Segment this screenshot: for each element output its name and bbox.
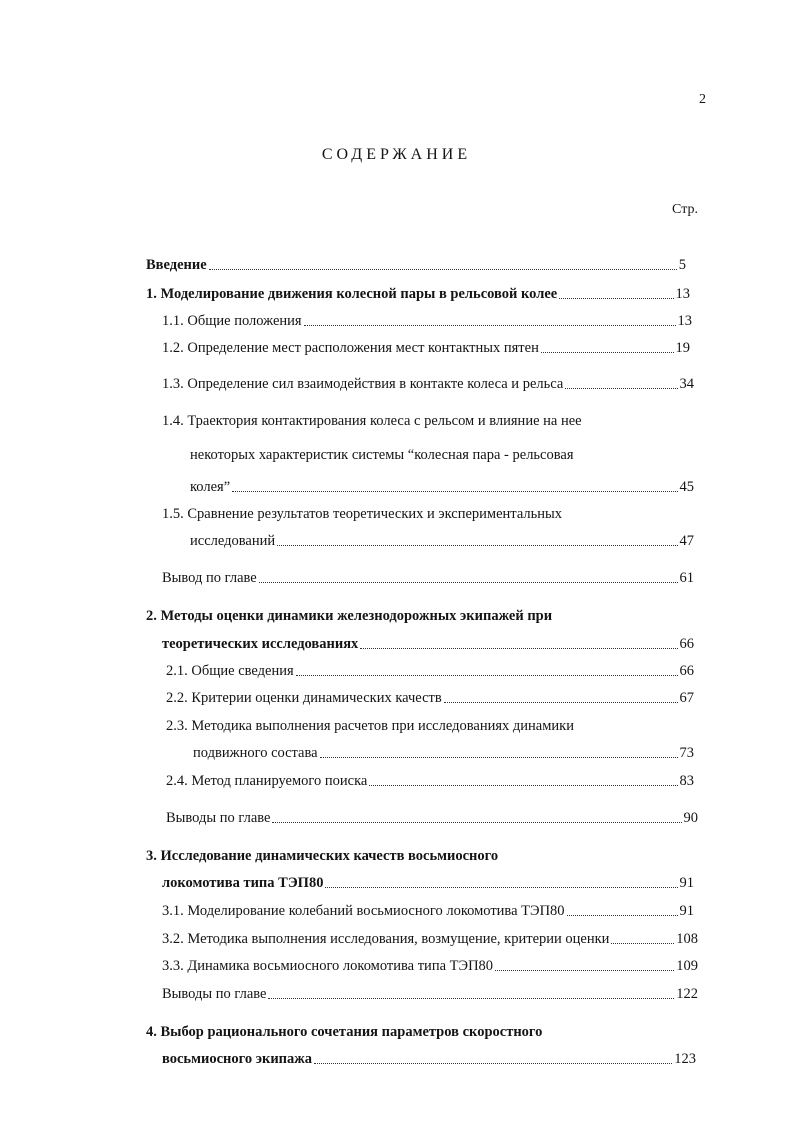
toc-entry-page: 67	[679, 690, 694, 706]
toc-entry-chapter-2-line-2	[162, 634, 694, 654]
toc-entry-page: 19	[675, 340, 690, 356]
toc-entry-text: Введение	[146, 257, 207, 273]
toc-entry-2-3-line-2	[193, 743, 694, 763]
toc-entry-chapter-1-conclusion	[162, 568, 694, 588]
toc-entry-text: Выводы по главе	[166, 810, 271, 826]
toc-entry-page: 34	[679, 376, 694, 392]
toc-entry-text: исследований	[190, 533, 276, 549]
toc-entry-3-2	[162, 929, 698, 949]
toc-entry-chapter-1	[146, 284, 690, 304]
toc-entry-2-3-line-1: 2.3. Методика выполнения расчетов при исследованиях динамики	[166, 718, 574, 734]
toc-entry-chapter-3-conclusion	[162, 984, 698, 1004]
toc-entry-chapter-4-line-1: 4. Выбор рационального сочетания параметров скоростного	[146, 1024, 543, 1040]
toc-entry-page: 108	[676, 931, 698, 947]
toc-entry-text: подвижного состава	[193, 745, 318, 761]
toc-entry-page: 5	[678, 257, 686, 273]
toc-entry-chapter-3-line-2	[162, 873, 694, 893]
toc-entry-page: 73	[679, 745, 694, 761]
toc-entry-text: 2.2. Критерии оценки динамических качеств	[166, 690, 442, 706]
toc-entry-2-2	[166, 688, 694, 708]
toc-entry-2-1	[166, 661, 694, 681]
toc-entry-chapter-3-line-1: 3. Исследование динамических качеств восьмиосного	[146, 848, 499, 864]
toc-entry-1-2	[162, 338, 690, 358]
toc-entry-2-4	[166, 771, 694, 791]
toc-entry-3-1	[162, 901, 694, 921]
toc-entry-text: 3.2. Методика выполнения исследования, возмущение, критерии оценки	[162, 931, 610, 947]
page-title: СОДЕРЖАНИЕ	[321, 146, 472, 163]
toc-entry-page: 47	[679, 533, 694, 549]
toc-entry-page: 91	[679, 903, 694, 919]
toc-entry-page: 45	[679, 479, 694, 495]
toc-entry-1-5-line-2	[190, 531, 694, 551]
toc-entry-text: 3.3. Динамика восьмиосного локомотива типа ТЭП80	[162, 958, 494, 974]
toc-entry-text: 1. Моделирование движения колесной пары в рельсовой колее	[146, 286, 558, 302]
toc-entry-page: 83	[679, 773, 694, 789]
toc-entry-text: 2.1. Общие сведения	[166, 663, 294, 679]
page-number: 2	[699, 92, 706, 107]
toc-entry-1-4-line-2: некоторых характеристик системы “колесная пара - рельсовая	[190, 447, 574, 463]
page-column-header: Стр.	[672, 202, 698, 217]
toc-entry-1-5-line-1: 1.5. Сравнение результатов теоретических и экспериментальных	[162, 506, 562, 522]
toc-entry-page: 91	[679, 875, 694, 891]
toc-entry-3-3	[162, 956, 698, 976]
toc-entry-page: 13	[675, 286, 690, 302]
toc-entry-page: 66	[679, 663, 694, 679]
toc-entry-text: локомотива типа ТЭП80	[162, 875, 324, 891]
toc-entry-text: теоретических исследованиях	[162, 636, 359, 652]
toc-entry-1-4-line-1: 1.4. Траектория контактирования колеса с рельсом и влияние на нее	[162, 413, 582, 429]
toc-entry-1-4-line-3	[190, 477, 694, 497]
toc-entry-text: колея”	[190, 479, 231, 495]
toc-entry-text: 3.1. Моделирование колебаний восьмиосного локомотива ТЭП80	[162, 903, 565, 919]
toc-entry-page: 109	[676, 958, 698, 974]
toc-entry-page: 90	[683, 810, 698, 826]
toc-entry-text: 1.1. Общие положения	[162, 313, 302, 329]
toc-entry-page: 66	[679, 636, 694, 652]
toc-entry-page: 61	[679, 570, 694, 586]
toc-entry-text: Выводы по главе	[162, 986, 267, 1002]
toc-entry-page: 123	[674, 1051, 696, 1067]
toc-entry-chapter-4-line-2	[162, 1049, 696, 1069]
toc-entry-1-3	[162, 374, 694, 394]
toc-entry-text: Вывод по главе	[162, 570, 257, 586]
toc-entry-intro	[146, 255, 686, 275]
toc-entry-chapter-2-line-1: 2. Методы оценки динамики железнодорожных экипажей при	[146, 608, 553, 624]
toc-entry-text: 2.4. Метод планируемого поиска	[166, 773, 368, 789]
toc-entry-text: 1.2. Определение мест расположения мест контактных пятен	[162, 340, 539, 356]
toc-entry-text: восьмиосного экипажа	[162, 1051, 313, 1067]
toc-entry-1-1	[162, 311, 692, 331]
toc-entry-chapter-2-conclusion	[166, 808, 698, 828]
toc-entry-text: 1.3. Определение сил взаимодействия в контакте колеса и рельса	[162, 376, 564, 392]
toc-entry-page: 13	[677, 313, 692, 329]
toc-entry-page: 122	[676, 986, 698, 1002]
